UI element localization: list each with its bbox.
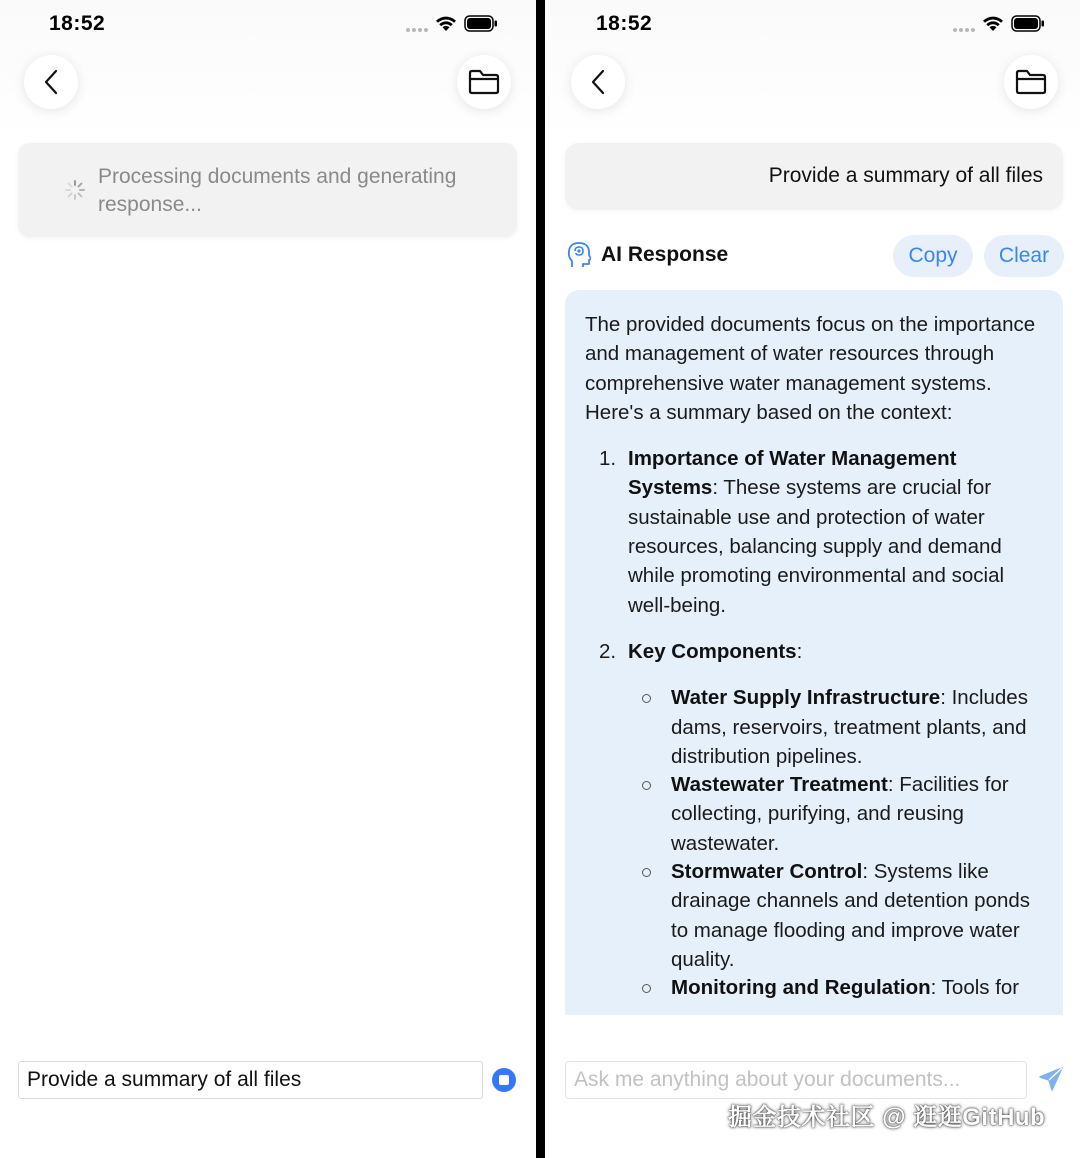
- folder-icon: [1015, 69, 1047, 95]
- watermark-text: 掘金技术社区 @ 逛逛GitHub: [728, 1104, 1046, 1131]
- component-text: : Includes dams, reservoirs, treatment plants, and distribution pipelines.: [671, 686, 1028, 768]
- list-item: [599, 637, 1043, 1003]
- stop-button[interactable]: [492, 1068, 516, 1092]
- folder-button[interactable]: [457, 55, 511, 109]
- component-title: Stormwater Control: [671, 860, 863, 884]
- message-input[interactable]: [18, 1061, 483, 1099]
- point-title: Importance of Water Management Systems: [628, 447, 957, 500]
- send-icon[interactable]: [1038, 1066, 1064, 1092]
- list-number: 1.: [599, 447, 617, 471]
- processing-status-card: [18, 143, 517, 237]
- ai-response-content: [565, 290, 1063, 1015]
- component-title: Water Supply Infrastructure: [671, 686, 941, 710]
- clear-button[interactable]: Clear: [984, 235, 1064, 277]
- ai-response-header: [567, 241, 728, 269]
- component-text: : Systems like drainage channels and detention ponds to manage flooding and improve water quality.: [671, 860, 1031, 971]
- loading-spinner-icon: [65, 180, 85, 200]
- battery-icon: [1011, 15, 1045, 32]
- point-text: :: [796, 639, 803, 663]
- back-button[interactable]: [24, 55, 78, 109]
- list-item: [642, 770, 1043, 858]
- chevron-left-icon: [43, 69, 59, 95]
- list-item: [642, 857, 1043, 974]
- copy-button[interactable]: Copy: [893, 235, 973, 277]
- question-input[interactable]: [565, 1061, 1027, 1099]
- response-intro: The provided documents focus on the importance and management of water resources through comprehensive water management systems. Here's a summary based on the context:: [585, 313, 1036, 424]
- components-list: [628, 683, 1043, 1002]
- status-icons: [953, 15, 1045, 32]
- point-title: Key Components: [628, 639, 797, 663]
- wifi-icon: [982, 15, 1004, 32]
- component-title: Wastewater Treatment: [671, 773, 888, 797]
- user-message-bubble: Provide a summary of all files: [565, 143, 1063, 210]
- stop-icon: [499, 1075, 509, 1085]
- status-time: 18:52: [49, 12, 106, 35]
- folder-icon: [468, 69, 500, 95]
- component-text: : Facilities for collecting, purifying, and reusing wastewater.: [671, 773, 1009, 855]
- list-item: [642, 683, 1043, 771]
- folder-button[interactable]: [1004, 55, 1058, 109]
- back-button[interactable]: [571, 55, 625, 109]
- status-icons: [406, 15, 498, 32]
- ai-response-title: AI Response: [601, 243, 729, 266]
- left-phone-screen: [0, 0, 536, 1158]
- component-title: Monitoring and Regulation: [671, 976, 931, 1000]
- battery-icon: [464, 15, 498, 32]
- list-item: [642, 973, 1043, 1002]
- signal-icon: [406, 16, 428, 32]
- list-number: 2.: [599, 639, 617, 663]
- list-item: [599, 444, 1043, 620]
- brain-head-icon: [567, 241, 591, 269]
- component-text: : Tools for: [930, 976, 1020, 1000]
- signal-icon: [953, 16, 975, 32]
- right-phone-screen: [545, 0, 1080, 1158]
- chevron-left-icon: [590, 69, 606, 95]
- status-time: 18:52: [596, 12, 653, 35]
- wifi-icon: [435, 15, 457, 32]
- point-text: : These systems are crucial for sustainable use and protection of water resources, balancing supply and demand while promoting environmental and social well-being.: [628, 476, 1005, 617]
- processing-text: Processing documents and generating response...: [98, 165, 457, 216]
- response-points-list: [585, 444, 1043, 1002]
